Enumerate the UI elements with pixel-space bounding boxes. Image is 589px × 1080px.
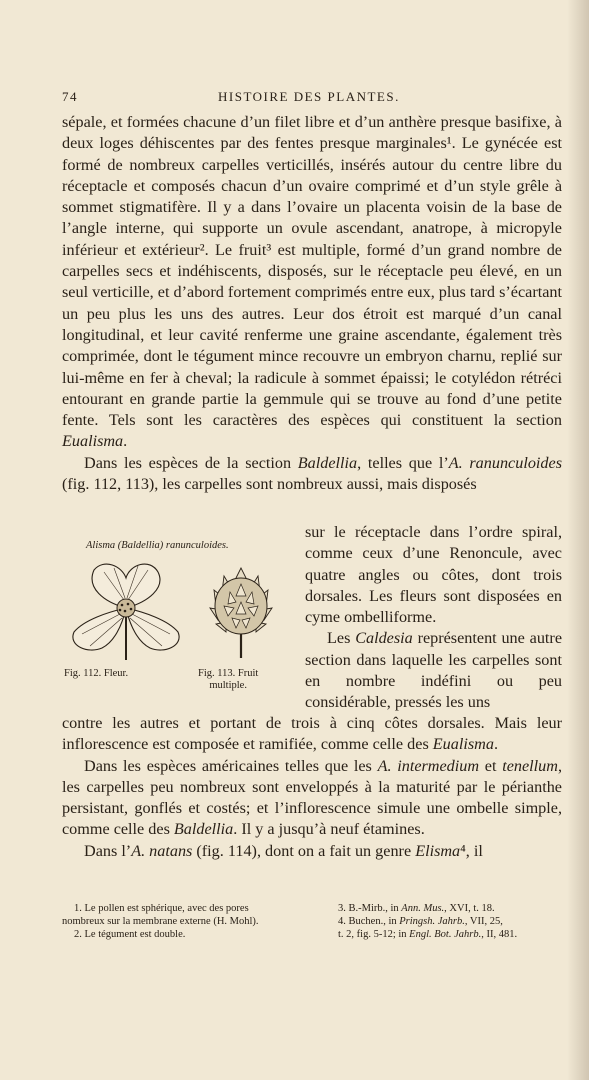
page-edge-shadow	[567, 0, 589, 1080]
paragraph-2: Dans les espèces de la section Baldellia, telles que l’A. ranunculoides (fig. 112, 113), les carpelles sont nombreux aussi, mais disposés	[62, 453, 563, 494]
footnote-3: 3. B.-Mirb., in Ann. Mus., XVI, t. 18.	[338, 903, 495, 914]
right-column-para-2: Les Caldesia représentent une autre section dans laquelle les carpelles sont en nombre indéfini ou peu considérable, pressés les uns	[305, 629, 562, 712]
fruit-illustration	[206, 562, 276, 658]
running-title: HISTOIRE DES PLANTES.	[218, 89, 400, 104]
footnotes-left	[62, 902, 312, 941]
footnotes-right	[338, 902, 568, 941]
paragraph-5: Dans l’A. natans (fig. 114), dont on a fait un genre Elisma⁴, il	[84, 841, 483, 860]
right-column-para-1: sur le réceptacle dans l’ordre spiral, comme ceux d’une Renoncule, avec quatre angles ou côtes, dont trois dorsales. Les fleurs sont disposées en cyme ombelliforme.	[305, 523, 562, 627]
page-number: 74	[62, 89, 78, 104]
footnote-1-line-1: 1. Le pollen est sphérique, avec des pores	[74, 903, 249, 914]
main-text-bottom	[62, 713, 562, 862]
footnote-2: 2. Le tégument est double.	[74, 929, 186, 940]
right-column-text	[305, 522, 562, 714]
paragraph-3: contre les autres et portant de trois à cinq côtes dorsales. Mais leur inflorescence est composée et ramifiée, comme celle des Eualisma.	[62, 714, 562, 754]
figure-title: Alisma (Baldellia) ranunculoides.	[86, 540, 229, 551]
fig-112-caption: Fig. 112. Fleur.	[64, 668, 129, 679]
main-text-top	[62, 112, 562, 495]
paragraph-1: sépale, et formées chacune d’un filet libre et d’un anthère presque basifixe, à deux loges déhiscentes par des fentes presque marginales¹. Le gynécée est formé de nombreux carpelles verticillés, insérés autour du centre libre du réceptacle et composés chacun d’un ovaire comprimé et d’un style grêle à sommet stigmatifère. Il y a dans l’ovaire un placenta voisin de la base de l’angle interne, qui supporte un ovule ascendant, anatrope, à micropyle inférieur et extérieur². Le fruit³ est multiple, formé d’un grand nombre de carpelles secs et indéhiscents, disposés, sur le réceptacle peu élevé, en un seul verticille, et d’abord fortement comprimés entre eux, plus tard s’écartant un peu plus les uns des autres. Leur dos étroit est marqué d’un canal longitudinal, et leur cavité renferme une graine ascendante, également très comprimée, dont le tégument mince recouvre un embryon charnu, replié sur lui-même en fer à cheval; la radicule à sommet épaissi; le cotylédon rétréci entourant en grande partie la gemmule qui se trouve au fond d’une petite fente. Tels sont les caractères des espèces qui constituent la section Eualisma.	[62, 113, 562, 451]
paragraph-4: Dans les espèces américaines telles que les A. intermedium et tenellum, les carpelles peu nombreux sont enveloppés à la maturité par le périanthe persistant, gonflés et costés; et l’inflorescence simule une ombelle simple, comme celle des Baldellia. Il y a jusqu’à neuf étamines.	[62, 756, 563, 839]
fig-113-caption: Fig. 113. Fruit multiple.	[198, 668, 259, 691]
figure-112-113	[62, 540, 292, 700]
footnote-1-line-2: nombreux sur la membrane externe (H. Mohl).	[62, 916, 259, 927]
footnote-4: 4. Buchen., in Pringsh. Jahrb., VII, 25,	[338, 916, 503, 927]
running-header	[62, 89, 562, 105]
flower-illustration	[64, 560, 189, 660]
footnote-4-continued: t. 2, fig. 5-12; in Engl. Bot. Jahrb., II, 481.	[338, 929, 518, 940]
